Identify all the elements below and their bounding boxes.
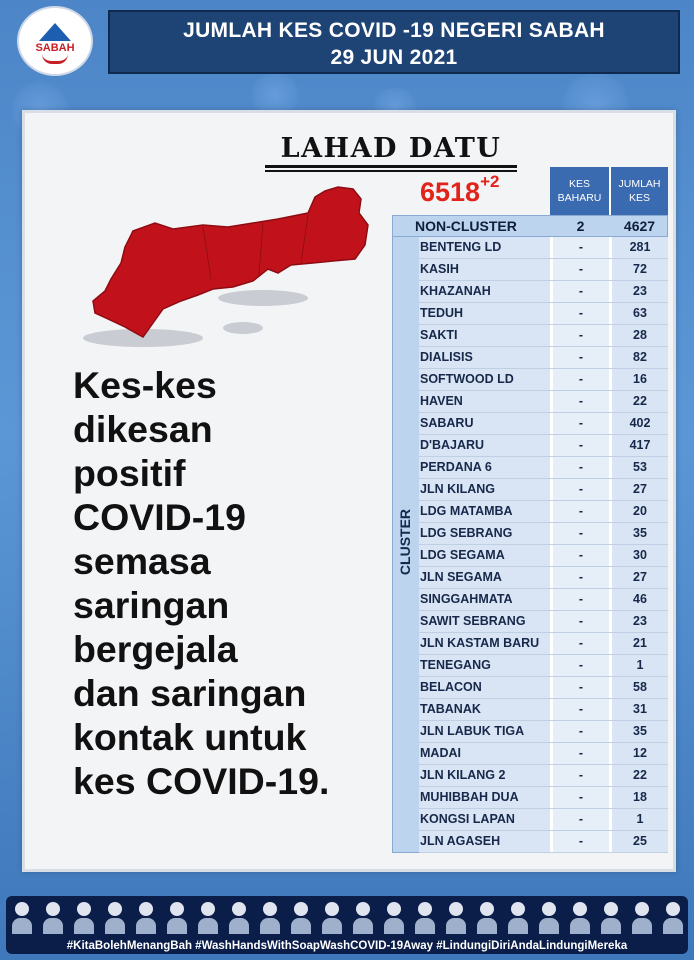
person-head: [263, 902, 277, 916]
cluster-name: TEDUH: [419, 303, 550, 324]
cluster-new-cases: -: [550, 677, 609, 698]
cluster-new-cases: -: [550, 545, 609, 566]
cluster-total-cases: 20: [609, 501, 668, 522]
cluster-name: KHAZANAH: [419, 281, 550, 302]
person-icon: [384, 902, 404, 934]
cluster-new-cases: -: [550, 369, 609, 390]
cluster-new-cases: -: [550, 611, 609, 632]
table-row: [419, 237, 668, 259]
cluster-name: MUHIBBAH DUA: [419, 787, 550, 808]
cluster-name: JLN AGASEH: [419, 831, 550, 852]
cluster-total-cases: 63: [609, 303, 668, 324]
person-icon: [136, 902, 156, 934]
person-head: [356, 902, 370, 916]
person-head: [294, 902, 308, 916]
person-body: [477, 918, 497, 934]
cluster-new-cases: -: [550, 523, 609, 544]
person-icon: [508, 902, 528, 934]
person-head: [108, 902, 122, 916]
cluster-total-cases: 27: [609, 479, 668, 500]
person-body: [570, 918, 590, 934]
table-row: [419, 567, 668, 589]
district-title: LAHAD DATU: [280, 133, 502, 164]
table-row: [419, 809, 668, 831]
col-header-new: KES BAHARU: [550, 167, 609, 215]
person-head: [201, 902, 215, 916]
person-body: [74, 918, 94, 934]
cluster-new-cases: -: [550, 501, 609, 522]
person-head: [232, 902, 246, 916]
person-body: [12, 918, 32, 934]
total-cases: [420, 172, 500, 208]
table-row: [419, 611, 668, 633]
person-head: [418, 902, 432, 916]
person-icon: [539, 902, 559, 934]
message-line: COVID-19: [73, 496, 246, 538]
cluster-name: SOFTWOOD LD: [419, 369, 550, 390]
cluster-label: CLUSTER: [397, 508, 413, 576]
cluster-total-cases: 27: [609, 567, 668, 588]
message-line: kontak untuk: [73, 716, 307, 758]
cluster-total-cases: 58: [609, 677, 668, 698]
person-body: [446, 918, 466, 934]
person-body: [353, 918, 373, 934]
cluster-new-cases: -: [550, 765, 609, 786]
person-body: [322, 918, 342, 934]
cluster-name: PERDANA 6: [419, 457, 550, 478]
cluster-name: JLN LABUK TIGA: [419, 721, 550, 742]
cluster-new-cases: -: [550, 457, 609, 478]
footer-hashtags: #KitaBolehMenangBah #WashHandsWithSoapWashCOVID-19Away #LindungiDiriAndaLindungiMereka: [66, 940, 628, 952]
header-title: JUMLAH KES COVID -19 NEGERI SABAH: [183, 19, 605, 42]
cluster-new-cases: -: [550, 809, 609, 830]
table-row: [419, 303, 668, 325]
table-row: [419, 369, 668, 391]
person-head: [170, 902, 184, 916]
cluster-new-cases: -: [550, 633, 609, 654]
person-icon: [167, 902, 187, 934]
non-cluster-total: 4627: [623, 218, 656, 234]
cluster-name: JLN KASTAM BARU: [419, 633, 550, 654]
cluster-new-cases: -: [550, 743, 609, 764]
table-row: [419, 435, 668, 457]
cluster-new-cases: -: [550, 699, 609, 720]
person-icon: [198, 902, 218, 934]
map-shadow: [223, 322, 263, 334]
table-row: [419, 743, 668, 765]
person-body: [601, 918, 621, 934]
person-body: [663, 918, 683, 934]
person-head: [666, 902, 680, 916]
cluster-total-cases: 16: [609, 369, 668, 390]
cluster-new-cases: -: [550, 325, 609, 346]
cluster-rows: [419, 237, 668, 853]
person-icon: [446, 902, 466, 934]
person-body: [539, 918, 559, 934]
district-map: [63, 183, 373, 353]
person-body: [198, 918, 218, 934]
person-head: [449, 902, 463, 916]
cluster-new-cases: -: [550, 567, 609, 588]
cluster-new-cases: -: [550, 237, 609, 258]
table-row: [419, 655, 668, 677]
map-shadow: [218, 290, 308, 306]
cluster-side-label: [392, 237, 419, 853]
person-body: [105, 918, 125, 934]
cluster-name: BENTENG LD: [419, 237, 550, 258]
person-head: [573, 902, 587, 916]
cluster-name: TENEGANG: [419, 655, 550, 676]
person-icon: [291, 902, 311, 934]
message-line: dan saringan: [73, 672, 307, 714]
non-cluster-name: NON-CLUSTER: [415, 218, 517, 234]
person-head: [139, 902, 153, 916]
message-line: Kes-kes: [73, 364, 217, 406]
table-row: [419, 831, 668, 853]
cluster-name: SAKTI: [419, 325, 550, 346]
cluster-total-cases: 23: [609, 611, 668, 632]
non-cluster-row: [392, 215, 668, 237]
title-underline: [265, 165, 517, 168]
table-row: [419, 721, 668, 743]
person-icon: [229, 902, 249, 934]
cluster-new-cases: -: [550, 721, 609, 742]
cluster-total-cases: 35: [609, 721, 668, 742]
cluster-total-cases: 53: [609, 457, 668, 478]
person-body: [136, 918, 156, 934]
cluster-total-cases: 72: [609, 259, 668, 280]
message-line: bergejala: [73, 628, 238, 670]
person-head: [46, 902, 60, 916]
message-line: positif: [73, 452, 186, 494]
person-head: [325, 902, 339, 916]
person-head: [387, 902, 401, 916]
table-row: [419, 699, 668, 721]
cluster-name: LDG MATAMBA: [419, 501, 550, 522]
cluster-name: LDG SEBRANG: [419, 523, 550, 544]
cluster-new-cases: -: [550, 787, 609, 808]
table-row: [419, 281, 668, 303]
cluster-new-cases: -: [550, 655, 609, 676]
cluster-total-cases: 82: [609, 347, 668, 368]
cluster-new-cases: -: [550, 413, 609, 434]
table-row: [419, 413, 668, 435]
cluster-name: HAVEN: [419, 391, 550, 412]
table-row: [419, 325, 668, 347]
cluster-name: LDG SEGAMA: [419, 545, 550, 566]
person-head: [15, 902, 29, 916]
person-icon: [415, 902, 435, 934]
cluster-total-cases: 46: [609, 589, 668, 610]
person-icon: [601, 902, 621, 934]
person-body: [229, 918, 249, 934]
person-icon: [663, 902, 683, 934]
cluster-name: TABANAK: [419, 699, 550, 720]
person-body: [167, 918, 187, 934]
header-banner: [108, 10, 680, 74]
cluster-name: KASIH: [419, 259, 550, 280]
lahad-datu-shape: [93, 187, 368, 337]
person-icon: [74, 902, 94, 934]
cluster-new-cases: -: [550, 391, 609, 412]
cluster-name: DIALISIS: [419, 347, 550, 368]
main-panel: [22, 110, 676, 872]
swoosh-icon: [42, 54, 68, 64]
cluster-total-cases: 31: [609, 699, 668, 720]
cluster-name: D'BAJARU: [419, 435, 550, 456]
message-line: semasa: [73, 540, 211, 582]
table-row: [419, 523, 668, 545]
person-body: [632, 918, 652, 934]
logo-text: SABAH: [35, 41, 75, 54]
person-icon: [12, 902, 32, 934]
cluster-total-cases: 22: [609, 765, 668, 786]
total-increase: +2: [480, 172, 500, 191]
cluster-name: MADAI: [419, 743, 550, 764]
cluster-total-cases: 22: [609, 391, 668, 412]
table-row: [419, 501, 668, 523]
person-body: [508, 918, 528, 934]
message-line: dikesan: [73, 408, 213, 450]
person-body: [415, 918, 435, 934]
person-icon: [105, 902, 125, 934]
table-row: [419, 545, 668, 567]
cluster-name: KONGSI LAPAN: [419, 809, 550, 830]
table-row: [419, 589, 668, 611]
message-line: kes COVID-19.: [73, 760, 330, 802]
header-date: 29 JUN 2021: [330, 46, 458, 69]
cluster-new-cases: -: [550, 259, 609, 280]
cluster-total-cases: 12: [609, 743, 668, 764]
cluster-new-cases: -: [550, 479, 609, 500]
cluster-name: SINGGAHMATA: [419, 589, 550, 610]
cluster-name: JLN SEGAMA: [419, 567, 550, 588]
table-row: [419, 259, 668, 281]
person-head: [511, 902, 525, 916]
cluster-total-cases: 402: [609, 413, 668, 434]
person-body: [291, 918, 311, 934]
people-illustration: [6, 896, 688, 934]
person-body: [384, 918, 404, 934]
person-head: [635, 902, 649, 916]
cluster-new-cases: -: [550, 281, 609, 302]
cluster-total-cases: 18: [609, 787, 668, 808]
person-head: [604, 902, 618, 916]
cluster-name: SABARU: [419, 413, 550, 434]
cluster-total-cases: 30: [609, 545, 668, 566]
table-row: [419, 391, 668, 413]
table-row: [419, 347, 668, 369]
person-icon: [43, 902, 63, 934]
person-head: [77, 902, 91, 916]
cluster-name: JLN KILANG 2: [419, 765, 550, 786]
person-icon: [353, 902, 373, 934]
table-row: [419, 677, 668, 699]
info-message: [73, 363, 383, 803]
cluster-new-cases: -: [550, 589, 609, 610]
cluster-new-cases: -: [550, 303, 609, 324]
person-icon: [632, 902, 652, 934]
person-head: [480, 902, 494, 916]
person-icon: [322, 902, 342, 934]
mountain-icon: [39, 23, 71, 41]
cluster-total-cases: 1: [609, 655, 668, 676]
cluster-total-cases: 35: [609, 523, 668, 544]
cluster-name: BELACON: [419, 677, 550, 698]
cluster-total-cases: 281: [609, 237, 668, 258]
footer-banner: [6, 896, 688, 954]
cluster-total-cases: 1: [609, 809, 668, 830]
table-row: [419, 787, 668, 809]
cluster-new-cases: -: [550, 435, 609, 456]
table-row: [419, 457, 668, 479]
person-body: [260, 918, 280, 934]
total-value: 6518: [420, 177, 481, 207]
cluster-total-cases: 417: [609, 435, 668, 456]
cluster-new-cases: -: [550, 831, 609, 852]
col-header-total: JUMLAH KES: [609, 167, 668, 215]
cluster-total-cases: 21: [609, 633, 668, 654]
cluster-name: SAWIT SEBRANG: [419, 611, 550, 632]
table-row: [419, 765, 668, 787]
table-row: [419, 479, 668, 501]
table-row: [419, 633, 668, 655]
cluster-total-cases: 25: [609, 831, 668, 852]
message-line: saringan: [73, 584, 230, 626]
person-head: [542, 902, 556, 916]
cluster-total-cases: 23: [609, 281, 668, 302]
cluster-new-cases: -: [550, 347, 609, 368]
person-icon: [477, 902, 497, 934]
sabah-logo: [17, 6, 93, 76]
non-cluster-new: 2: [576, 218, 585, 234]
person-icon: [570, 902, 590, 934]
cluster-total-cases: 28: [609, 325, 668, 346]
person-icon: [260, 902, 280, 934]
person-body: [43, 918, 63, 934]
cluster-name: JLN KILANG: [419, 479, 550, 500]
